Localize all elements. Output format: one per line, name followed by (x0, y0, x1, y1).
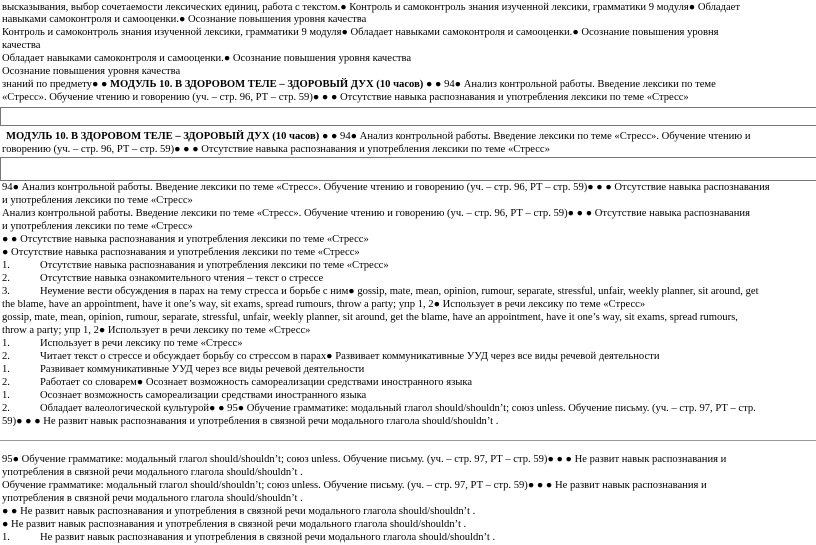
text-line: употребления в связной речи модального глагола should/shouldn’t . (2, 493, 303, 504)
list-number: 2. (2, 377, 10, 388)
list-item: Развивает коммуникативные УУД через все виды речевой деятельности (40, 364, 365, 375)
text-line: the blame, have an appointment, have it one’s way, sit exams, spread rumours, throw a party; упр 1, 2● Использует в речи лексику по теме «Стресс» (2, 299, 646, 310)
list-item: Неумение вести обсуждения в парах на тему стресса и борьбе с ним● gossip, mate, mean, opinion, rumour, separate, stressful, unfair, weekly planner, sit around, get (40, 286, 759, 297)
text-line: ● Отсутствие навыка распознавания и употребления лексики по теме «Стресс» (2, 247, 360, 258)
list-item: Не развит навык распознавания и употребления в связной речи модального глагола should/shouldn’t . (40, 532, 496, 543)
text-line: throw a party; упр 1, 2● Использует в речи лексику по теме «Стресс» (2, 325, 311, 336)
table-cell-border (0, 108, 1, 125)
list-number: 1. (2, 364, 10, 375)
list-item: Отсутствие навыка распознавания и употребления лексики по теме «Стресс» (40, 260, 389, 271)
list-number: 1. (2, 532, 10, 543)
list-number: 2. (2, 273, 10, 284)
text-line: высказывания, выбор сочетаемости лексических единиц, работа с текстом.● Контроль и самоконтроль знания изученной лексики, грамматики 9 модуля● Обладает (2, 2, 741, 13)
text-line: «Стресс». Обучение чтению и говорению (уч. – стр. 96, РТ – стр. 59)● ● ● Отсутствие навыка распознавания и употребления лексики по теме «Стресс» (2, 92, 689, 103)
text-line: и употребления лексики по теме «Стресс» (2, 221, 193, 232)
text-line: 94● Анализ контрольной работы. Введение лексики по теме «Стресс». Обучение чтению и говорению (уч. – стр. 96, РТ – стр. 59)● ● ● Отсутствие навыка распознавания (2, 182, 770, 193)
list-number: 1. (2, 260, 10, 271)
list-item: Использует в речи лексику по теме «Стресс» (40, 338, 243, 349)
table-cell-border (0, 158, 1, 180)
text-line: 59)● ● ● Не развит навык распознавания и употребления в связной речи модального глагола should/shouldn’t . (2, 416, 499, 427)
text-line: употребления в связной речи модального глагола should/shouldn’t . (2, 467, 303, 478)
module-heading: МОДУЛЬ 10. В ЗДОРОВОМ ТЕЛЕ – ЗДОРОВЫЙ ДУХ (10 часов) (6, 131, 320, 142)
text-line: качества (2, 40, 41, 51)
list-item: Обладает валеологической культурой● ● 95● Обучение грамматике: модальный глагол should/shouldn’t; союз unless. Обучение письму. (уч. – стр. 97, РТ – стр. (40, 403, 756, 414)
text-line: и употребления лексики по теме «Стресс» (2, 195, 193, 206)
list-number: 1. (2, 338, 10, 349)
text-line: навыками самоконтроля и самооценки.● Осознание повышения уровня качества (2, 14, 367, 25)
list-item: Отсутствие навыка ознакомительного чтения – текст о стрессе (40, 273, 324, 284)
empty-table-row (0, 107, 816, 126)
text-line: ● ● Отсутствие навыка распознавания и употребления лексики по теме «Стресс» (2, 234, 369, 245)
text-line: Обладает навыками самоконтроля и самооценки.● Осознание повышения уровня качества (2, 53, 412, 64)
text-line: ● Не развит навык распознавания и употребления в связной речи модального глагола should/shouldn’t . (2, 519, 467, 530)
text-line (2, 79, 716, 92)
list-number: 2. (2, 403, 10, 414)
text-line: Обучение грамматике: модальный глагол should/shouldn’t; союз unless. Обучение письму. (уч. – стр. 97, РТ – стр. 59)● ● ● Не развит навык распознавания и (2, 480, 707, 491)
text-line: Контроль и самоконтроль знания изученной лексики, грамматики 9 модуля● Обладает навыками самоконтроля и самооценки.● Осознание повышения уровня (2, 27, 719, 38)
row-divider (0, 440, 816, 441)
text-fragment: знаний по предмету● ● (2, 79, 111, 90)
list-number: 2. (2, 351, 10, 362)
text-line: Анализ контрольной работы. Введение лексики по теме «Стресс». Обучение чтению и говорению (уч. – стр. 96, РТ – стр. 59)● ● ● Отсутствие навыка распознавания (2, 208, 750, 219)
list-item: Читает текст о стрессе и обсуждает борьбу со стрессом в парах● Развивает коммуникативные УУД через все виды речевой деятельности (40, 351, 660, 362)
text-fragment: ● ● 94● Анализ контрольной работы. Введение лексики по теме (425, 79, 716, 90)
text-line: gossip, mate, mean, opinion, rumour, separate, stressful, unfair, weekly planner, sit around, get the blame, have an appointment, have it one’s way, sit exams, spread rumours, (2, 312, 738, 323)
list-number: 3. (2, 286, 10, 297)
text-line: 95● Обучение грамматике: модальный глагол should/shouldn’t; союз unless. Обучение письму. (уч. – стр. 97, РТ – стр. 59)● ● ● Не развит навык распознавания и (2, 454, 727, 465)
text-line (6, 131, 751, 144)
list-item: Работает со словарем● Осознает возможность самореализации средствами иностранного языка (40, 377, 473, 388)
list-number: 1. (2, 390, 10, 401)
empty-table-row (0, 157, 816, 181)
text-line: говорению (уч. – стр. 96, РТ – стр. 59)● ● ● Отсутствие навыка распознавания и употребления лексики по теме «Стресс» (2, 144, 550, 155)
list-item: Осознает возможность самореализации средствами иностранного языка (40, 390, 367, 401)
text-line: ● ● Не развит навык распознавания и употребления в связной речи модального глагола should/shouldn’t . (2, 506, 476, 517)
text-fragment: ● ● 94● Анализ контрольной работы. Введение лексики по теме «Стресс». Обучение чтению и (321, 131, 751, 142)
module-heading: МОДУЛЬ 10. В ЗДОРОВОМ ТЕЛЕ – ЗДОРОВЫЙ ДУХ (10 часов) (110, 79, 424, 90)
text-line: Осознание повышения уровня качества (2, 66, 181, 77)
